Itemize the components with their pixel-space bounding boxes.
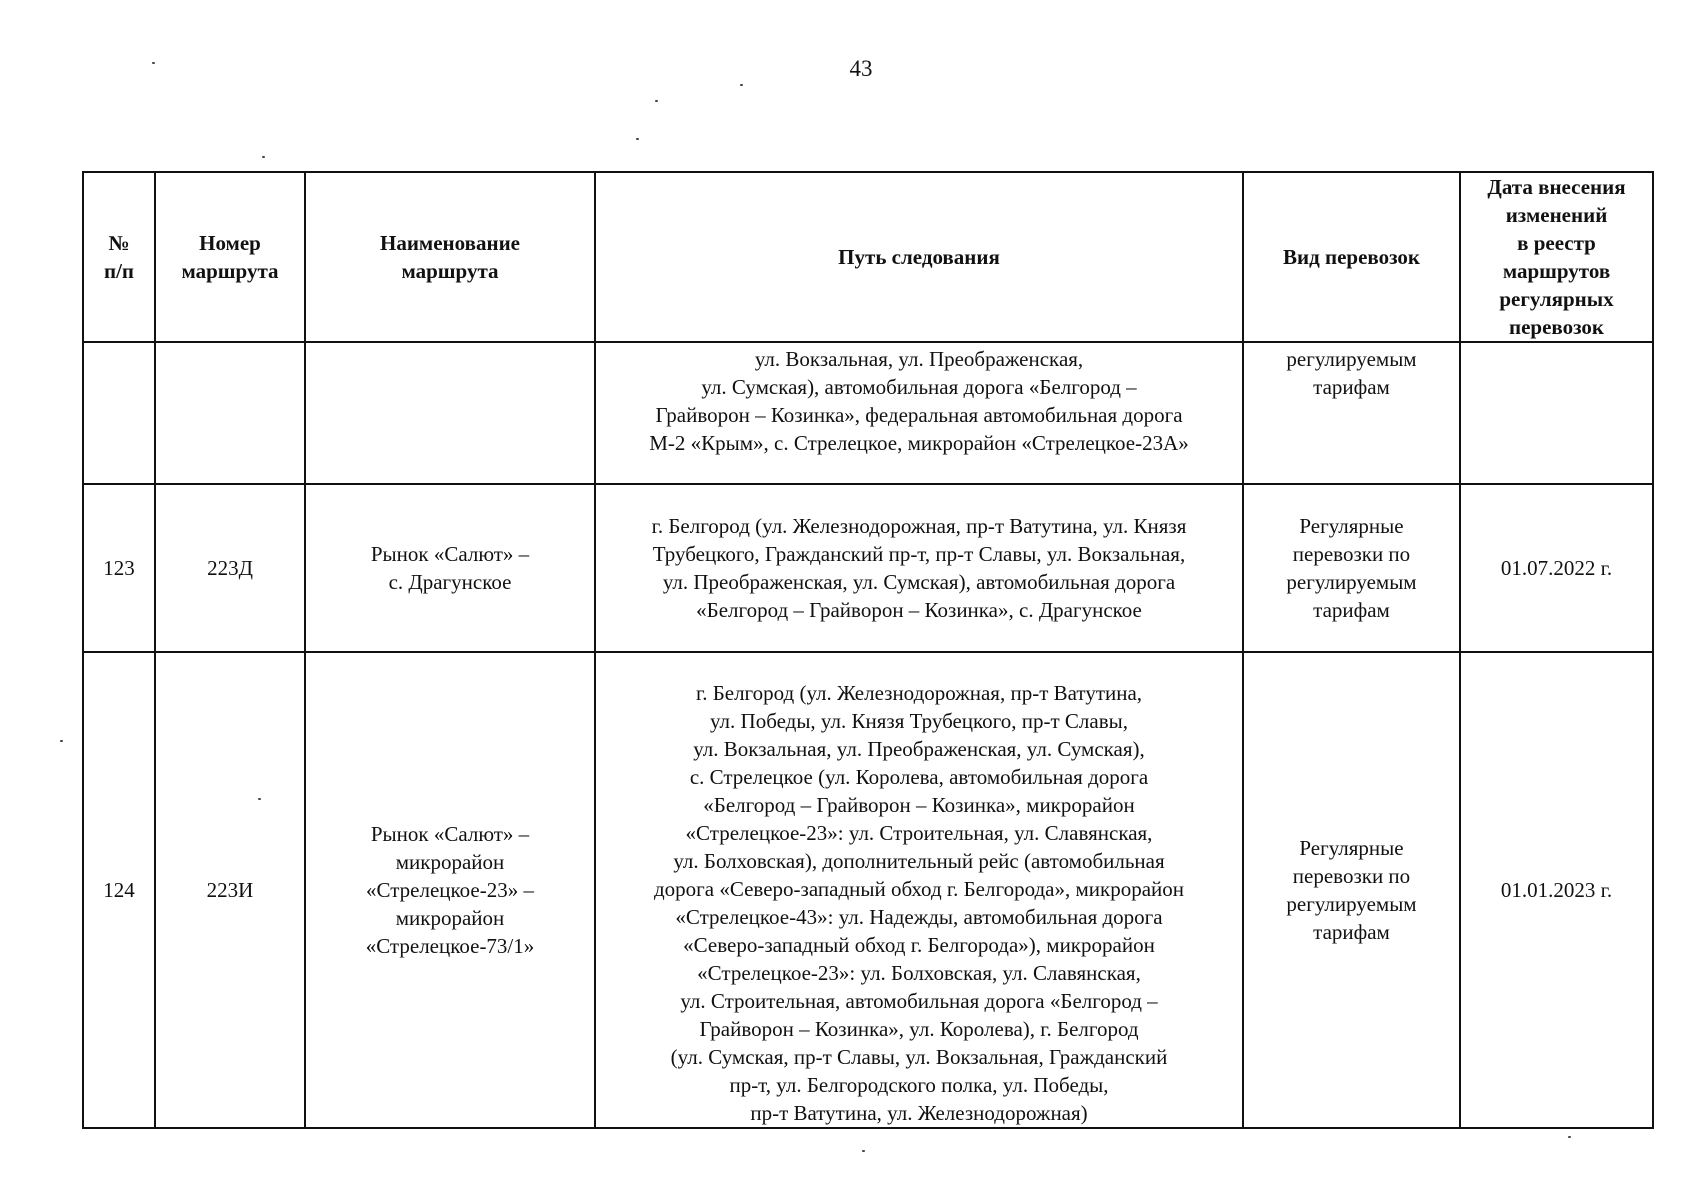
type-line: тарифам — [1313, 375, 1390, 399]
scan-speck — [1568, 1136, 1571, 1138]
route-name-line: Рынок «Салют» – — [370, 822, 530, 846]
table-row — [83, 342, 1653, 484]
cell-route-number: 223Д — [155, 484, 305, 652]
route-name-line: Рынок «Салют» – — [370, 542, 530, 566]
type-line: Регулярные — [1299, 514, 1404, 538]
path-line: пр-т, ул. Белгородского полка, ул. Победы, — [729, 1073, 1109, 1097]
cell-path — [595, 484, 1243, 652]
scan-speck — [60, 740, 63, 742]
type-line: регулируемым — [1286, 570, 1417, 594]
scan-speck — [258, 798, 261, 800]
type-line: регулируемым — [1286, 347, 1417, 371]
path-line: ул. Сумская), автомобильная дорога «Белгород – — [701, 375, 1137, 399]
table-row — [83, 484, 1653, 652]
scan-speck — [152, 62, 155, 64]
routes-table — [82, 171, 1654, 1129]
path-line: М-2 «Крым», с. Стрелецкое, микрорайон «Стрелецкое-23А» — [649, 431, 1189, 455]
header-line: маршрута — [401, 259, 499, 283]
header-line: № — [108, 231, 130, 255]
route-name-line: с. Драгунское — [388, 570, 512, 594]
path-line: «Стрелецкое-23»: ул. Строительная, ул. Славянская, — [685, 821, 1153, 845]
route-name-line: «Стрелецкое-73/1» — [365, 934, 535, 958]
cell-path — [595, 342, 1243, 484]
cell-route-number — [155, 342, 305, 484]
path-line: Грайворон – Козинка», федеральная автомобильная дорога — [655, 403, 1183, 427]
path-line: «Стрелецкое-23»: ул. Болховская, ул. Славянская, — [697, 961, 1141, 985]
header-line: изменений — [1505, 203, 1608, 227]
cell-num — [83, 342, 155, 484]
cell-route-name — [305, 342, 595, 484]
type-line: перевозки по — [1292, 542, 1411, 566]
header-num — [83, 172, 155, 342]
scan-speck — [262, 156, 265, 158]
path-line: г. Белгород (ул. Железнодорожная, пр-т Ватутина, ул. Князя — [651, 514, 1187, 538]
scan-speck — [740, 84, 743, 86]
cell-num: 123 — [83, 484, 155, 652]
header-line: Вид перевозок — [1282, 245, 1420, 269]
path-line: с. Стрелецкое (ул. Королева, автомобильная дорога — [689, 765, 1149, 789]
header-date — [1460, 172, 1653, 342]
route-name-line: «Стрелецкое-23» – — [366, 878, 534, 902]
path-line: пр-т Ватутина, ул. Железнодорожная) — [750, 1101, 1088, 1125]
header-line: перевозок — [1508, 315, 1605, 339]
header-type — [1243, 172, 1460, 342]
header-line: Путь следования — [838, 245, 1000, 269]
path-line: ул. Болховская), дополнительный рейс (автомобильная — [673, 849, 1165, 873]
path-line: Грайворон – Козинка», ул. Королева), г. Белгород — [699, 1017, 1139, 1041]
path-line: «Северо-западный обход г. Белгорода»), микрорайон — [683, 933, 1155, 957]
type-line: перевозки по — [1292, 864, 1411, 888]
path-line: ул. Вокзальная, ул. Преображенская, — [754, 347, 1084, 371]
path-line: «Белгород – Грайворон – Козинка», с. Драгунское — [696, 598, 1142, 622]
cell-type — [1243, 652, 1460, 1128]
path-line: ул. Победы, ул. Князя Трубецкого, пр-т Славы, — [709, 709, 1129, 733]
header-line: маршрутов — [1502, 259, 1611, 283]
header-line: Дата внесения — [1487, 175, 1626, 199]
type-line: Регулярные — [1299, 836, 1404, 860]
header-line: маршрута — [181, 259, 279, 283]
header-line: Наименование — [380, 231, 520, 255]
path-line: ул. Вокзальная, ул. Преображенская, ул. Сумская), — [693, 737, 1145, 761]
cell-route-name — [305, 484, 595, 652]
header-route-name — [305, 172, 595, 342]
path-line: (ул. Сумская, пр-т Славы, ул. Вокзальная, Гражданский — [670, 1045, 1168, 1069]
header-line: Номер — [199, 231, 261, 255]
type-line: тарифам — [1313, 598, 1390, 622]
page-number: 43 — [849, 56, 873, 81]
table-row — [83, 652, 1653, 1128]
cell-route-name — [305, 652, 595, 1128]
header-path — [595, 172, 1243, 342]
path-line: ул. Строительная, автомобильная дорога «Белгород – — [680, 989, 1158, 1013]
cell-date: 01.07.2022 г. — [1460, 484, 1653, 652]
header-route-number — [155, 172, 305, 342]
cell-num: 124 — [83, 652, 155, 1128]
path-line: ул. Преображенская, ул. Сумская), автомобильная дорога — [662, 570, 1176, 594]
path-line: дорога «Северо-западный обход г. Белгорода», микрорайон — [653, 877, 1184, 901]
type-line: регулируемым — [1286, 892, 1417, 916]
scan-speck — [636, 138, 639, 140]
type-line: тарифам — [1313, 920, 1390, 944]
cell-path — [595, 652, 1243, 1128]
cell-date — [1460, 342, 1653, 484]
header-line: регулярных — [1499, 287, 1614, 311]
route-name-line: микрорайон — [395, 906, 505, 930]
path-line: г. Белгород (ул. Железнодорожная, пр-т Ватутина, — [695, 681, 1143, 705]
header-line: п/п — [103, 259, 135, 283]
scan-speck — [655, 100, 658, 102]
cell-type — [1243, 342, 1460, 484]
table-header-row — [83, 172, 1653, 342]
cell-route-number: 223И — [155, 652, 305, 1128]
header-line: в реестр — [1517, 231, 1596, 255]
path-line: «Белгород – Грайворон – Козинка», микрорайон — [703, 793, 1135, 817]
path-line: Трубецкого, Гражданский пр-т, пр-т Славы, ул. Вокзальная, — [652, 542, 1186, 566]
scan-speck — [862, 1150, 865, 1152]
cell-date: 01.01.2023 г. — [1460, 652, 1653, 1128]
route-name-line: микрорайон — [395, 850, 505, 874]
path-line: «Стрелецкое-43»: ул. Надежды, автомобильная дорога — [675, 905, 1163, 929]
cell-type — [1243, 484, 1460, 652]
